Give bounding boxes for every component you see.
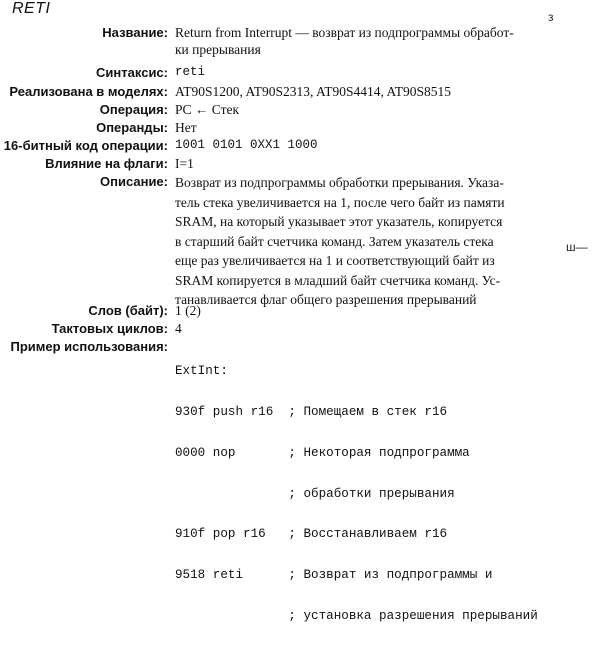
description-line: SRAM, на который указывает этот указатель, копируется	[175, 214, 503, 229]
field-name-line: ки прерывания	[175, 42, 261, 57]
field-syntax-value: reti	[175, 65, 206, 79]
field-name-value	[175, 24, 514, 58]
description-line: танавливается флаг общего разрешения прерываний	[175, 292, 477, 307]
code-line: ExtInt:	[175, 364, 228, 379]
field-opcode-label: 16-битный код операции:	[3, 138, 168, 153]
code-line: ; обработки прерывания	[175, 486, 455, 501]
field-models-label: Реализована в моделях:	[9, 84, 168, 99]
field-description-text	[175, 173, 505, 310]
example-code	[175, 338, 538, 651]
field-flags-value: I=1	[175, 156, 194, 171]
field-cycles-label: Тактовых циклов:	[51, 321, 168, 336]
description-line: в старший байт счетчика команд. Затем указатель стека	[175, 233, 494, 249]
field-cycles-value: 4	[175, 321, 182, 336]
field-description-label: Описание:	[100, 174, 168, 189]
field-flags-label: Влияние на флаги:	[45, 156, 168, 171]
description-line: тель стека увеличивается на 1, после чего байт из памяти	[175, 194, 505, 210]
description-line: еще раз увеличивается на 1 и соответствующий байт из	[175, 253, 495, 268]
field-example-label: Пример использования:	[10, 339, 168, 354]
instruction-heading: RETI	[12, 0, 51, 17]
description-line: Возврат из подпрограммы обработки прерывания. Указа-	[175, 175, 504, 190]
code-line: 0000 nop ; Некоторая подпрограмма	[175, 445, 470, 460]
description-line: SRAM копируется в младший байт счетчика команд. Ус-	[175, 272, 501, 288]
field-name-label: Название:	[102, 25, 168, 40]
code-line: 9518 reti ; Возврат из подпрограммы и	[175, 568, 493, 583]
code-line: 930f push r16 ; Помещаем в стек r16	[175, 404, 448, 419]
margin-mark: ш—	[566, 240, 588, 254]
field-name-line: Return from Interrupt — возврат из подпрограммы обработ-	[175, 25, 514, 40]
field-models-value: AT90S1200, AT90S2313, AT90S4414, AT90S8515	[175, 84, 452, 99]
field-opcode-value: 1001 0101 0XX1 1000	[175, 138, 318, 152]
field-syntax-label: Синтаксис:	[96, 65, 168, 80]
field-operands-value: Нет	[175, 120, 197, 135]
field-words-value: 1 (2)	[175, 303, 201, 318]
field-operands-label: Операнды:	[96, 120, 168, 135]
field-operation-label: Операция:	[99, 102, 168, 117]
field-operation-value: PC ← Стек	[175, 102, 240, 117]
field-words-label: Слов (байт):	[88, 303, 168, 318]
code-line: ; установка разрешения прерываний	[175, 608, 538, 623]
code-line: 910f pop r16 ; Восстанавливаем r16	[175, 527, 448, 542]
margin-mark: з	[548, 10, 554, 24]
